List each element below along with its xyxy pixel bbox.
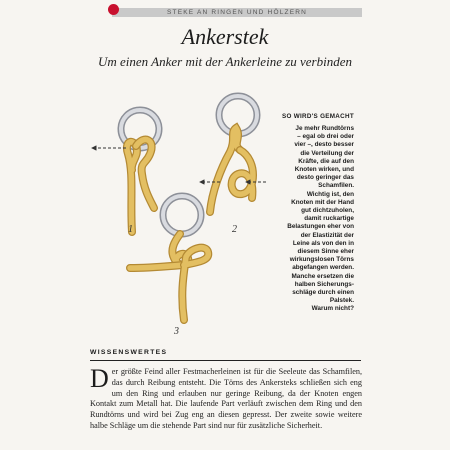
sidebar-line: desto geringer das	[296, 174, 354, 182]
sidebar-line: damit ruckartige	[304, 215, 354, 223]
page-title: Ankerstek	[181, 24, 269, 49]
section-header-bar	[112, 8, 362, 17]
sidebar-line: vier –, desto besser	[294, 141, 354, 149]
sidebar-line: Palstek.	[329, 297, 354, 305]
sidebar-line: schläge durch einen	[292, 289, 354, 297]
sidebar-line: Je mehr Rundtörns	[295, 125, 354, 132]
sidebar-line: Manche ersetzen die	[291, 272, 354, 280]
wissenswertes-body: er größte Feind aller Festmacherleinen ist für die Seeleute das Schamfilen, das durch Reibung entsteht. Die Törns des Ankersteks schließen sich eng um den Ring und erlauben nur geringe Reibung, da der Knoten engen Kontakt zum Metall hat. Die laufende Part verläuft zwischen dem Ring und den Rundtörns und wird bei Zug eng an diesen gepresst. Der zweite sowie weitere halbe Schläge um die stehende Part sind nur für zusätzliche Sicherheit.	[90, 367, 362, 430]
sidebar-line: Belastungen eher von	[287, 223, 354, 231]
step-number-2: 2	[232, 224, 237, 235]
sidebar-line: Wichtig ist, den	[306, 190, 354, 198]
section-divider	[90, 360, 361, 361]
sidebar-line: wirkungslosen Törns	[289, 256, 354, 264]
sidebar-line: halben Sicherungs-	[294, 280, 354, 288]
sidebar-heading: SO WIRD'S GEMACHT	[281, 113, 354, 120]
page-subtitle: Um einen Anker mit der Ankerleine zu verbinden	[97, 54, 353, 69]
sidebar-line: Leine als von den in	[292, 239, 354, 247]
sidebar-line: die Verteilung der	[300, 149, 354, 157]
sidebar-line: Knoten mit der Hand	[291, 198, 354, 206]
sidebar-body	[258, 125, 354, 314]
knot-illustration	[70, 82, 290, 352]
wissenswertes-heading: WISSENSWERTES	[90, 349, 168, 356]
knot-step-2	[200, 96, 266, 235]
sidebar-line: Warum nicht?	[311, 305, 354, 313]
sidebar-line: – egal ob drei oder	[297, 133, 354, 141]
rope-standing-part-fill	[130, 265, 184, 268]
sidebar-line: diesem Sinne eher	[297, 248, 354, 256]
drop-cap: D	[90, 364, 109, 393]
wissenswertes-text	[90, 364, 362, 432]
sidebar-line: abgefangen werden.	[292, 264, 354, 272]
sidebar-line: Knoten wirken, und	[294, 166, 354, 174]
red-marker-dot	[108, 4, 119, 15]
how-to-sidebar	[258, 113, 354, 314]
ring-highlight	[163, 196, 201, 234]
sidebar-line: der Elastizität der	[300, 231, 354, 239]
sidebar-line: Kräfte, die auf den	[298, 157, 354, 165]
sidebar-line: Schamfilen.	[318, 182, 354, 190]
knot-step-1	[92, 110, 159, 235]
knot-step-3	[130, 196, 208, 337]
sidebar-line: gut dichtzuholen,	[301, 207, 354, 215]
section-title: STEKE AN RINGEN UND HÖLZERN	[166, 9, 308, 16]
step-number-1: 1	[128, 224, 133, 235]
step-number-3: 3	[174, 326, 179, 337]
